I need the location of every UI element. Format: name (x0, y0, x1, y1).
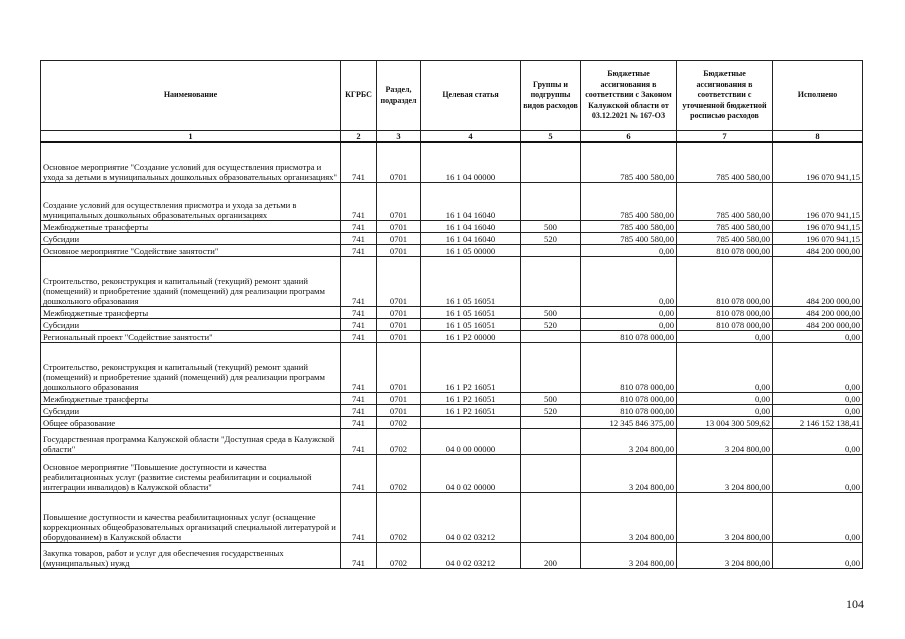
table-row (41, 256, 863, 306)
row-executed: 484 200 000,00 (773, 318, 863, 330)
row-target: 16 1 05 16051 (421, 256, 521, 306)
row-group: 200 (521, 542, 581, 568)
row-target: 04 0 02 00000 (421, 454, 521, 492)
column-number: 5 (521, 131, 581, 143)
row-executed: 0,00 (773, 330, 863, 342)
row-kgrbs: 741 (341, 220, 377, 232)
table-row (41, 318, 863, 330)
col-header-target: Целевая статья (421, 61, 521, 131)
row-group (521, 342, 581, 392)
row-executed: 484 200 000,00 (773, 306, 863, 318)
row-target: 04 0 02 03212 (421, 492, 521, 542)
row-name: Региональный проект "Содействие занятости" (41, 330, 341, 342)
row-section: 0702 (377, 454, 421, 492)
row-section: 0701 (377, 318, 421, 330)
row-budget-law: 785 400 580,00 (581, 232, 677, 244)
row-budget-refined: 3 204 800,00 (677, 542, 773, 568)
row-executed: 196 070 941,15 (773, 220, 863, 232)
row-kgrbs: 741 (341, 392, 377, 404)
row-section: 0701 (377, 256, 421, 306)
row-target: 16 1 04 16040 (421, 220, 521, 232)
column-number: 2 (341, 131, 377, 143)
column-number: 7 (677, 131, 773, 143)
row-name: Основное мероприятие "Создание условий для осуществления присмотра и ухода за детьми в муниципальных дошкольных образовательных организациях" (41, 142, 341, 182)
row-name: Общее образование (41, 416, 341, 428)
row-target: 16 1 P2 16051 (421, 392, 521, 404)
row-budget-law: 0,00 (581, 318, 677, 330)
row-name: Создание условий для осуществления присмотра и ухода за детьми в муниципальных дошкольных образовательных организациях (41, 182, 341, 220)
row-budget-refined: 785 400 580,00 (677, 182, 773, 220)
table-row (41, 542, 863, 568)
row-executed: 196 070 941,15 (773, 182, 863, 220)
row-group: 500 (521, 306, 581, 318)
column-number: 1 (41, 131, 341, 143)
row-executed: 0,00 (773, 454, 863, 492)
row-group: 500 (521, 220, 581, 232)
row-budget-refined: 810 078 000,00 (677, 256, 773, 306)
row-kgrbs: 741 (341, 244, 377, 256)
table-row (41, 492, 863, 542)
table-row (41, 244, 863, 256)
row-target: 16 1 05 16051 (421, 318, 521, 330)
row-executed: 484 200 000,00 (773, 256, 863, 306)
row-name: Межбюджетные трансферты (41, 392, 341, 404)
table-row (41, 142, 863, 182)
row-budget-law: 785 400 580,00 (581, 142, 677, 182)
row-executed: 2 146 152 138,41 (773, 416, 863, 428)
row-group: 500 (521, 392, 581, 404)
row-executed: 0,00 (773, 428, 863, 454)
row-budget-refined: 0,00 (677, 330, 773, 342)
row-budget-law: 0,00 (581, 244, 677, 256)
row-budget-law: 3 204 800,00 (581, 492, 677, 542)
row-section: 0701 (377, 392, 421, 404)
row-group: 520 (521, 404, 581, 416)
row-section: 0701 (377, 142, 421, 182)
col-header-budget-refined: Бюджетные ассигнования в соответствии с уточненной бюджетной росписью расходов (677, 61, 773, 131)
row-group: 520 (521, 232, 581, 244)
row-budget-refined: 810 078 000,00 (677, 306, 773, 318)
table-row (41, 306, 863, 318)
col-header-budget-law: Бюджетные ассигнования в соответствии с Законом Калужской области от 03.12.2021 № 167-ОЗ (581, 61, 677, 131)
header-row (41, 61, 863, 131)
row-group (521, 428, 581, 454)
row-kgrbs: 741 (341, 306, 377, 318)
col-header-groups: Группы и подгруппы видов расходов (521, 61, 581, 131)
row-target: 04 0 00 00000 (421, 428, 521, 454)
row-group (521, 492, 581, 542)
col-header-name: Наименование (41, 61, 341, 131)
table-row (41, 330, 863, 342)
row-kgrbs: 741 (341, 342, 377, 392)
row-group (521, 142, 581, 182)
row-budget-refined: 810 078 000,00 (677, 318, 773, 330)
row-target: 16 1 P2 00000 (421, 330, 521, 342)
row-budget-refined: 0,00 (677, 392, 773, 404)
table-row (41, 342, 863, 392)
table-row (41, 182, 863, 220)
row-group (521, 256, 581, 306)
row-group (521, 330, 581, 342)
budget-table (40, 60, 863, 569)
row-name: Строительство, реконструкция и капитальный (текущий) ремонт зданий (помещений) и приобретение зданий (помещений) для реализации программ дошкольного образования (41, 256, 341, 306)
table-row (41, 392, 863, 404)
row-group (521, 416, 581, 428)
table-row (41, 416, 863, 428)
row-executed: 0,00 (773, 492, 863, 542)
row-kgrbs: 741 (341, 454, 377, 492)
row-target (421, 416, 521, 428)
table-row (41, 220, 863, 232)
row-kgrbs: 741 (341, 404, 377, 416)
row-section: 0701 (377, 182, 421, 220)
row-budget-law: 810 078 000,00 (581, 392, 677, 404)
table-row (41, 428, 863, 454)
row-budget-law: 3 204 800,00 (581, 428, 677, 454)
row-kgrbs: 741 (341, 330, 377, 342)
row-budget-law: 810 078 000,00 (581, 342, 677, 392)
row-name: Субсидии (41, 318, 341, 330)
row-group: 520 (521, 318, 581, 330)
column-number: 8 (773, 131, 863, 143)
row-section: 0701 (377, 404, 421, 416)
row-budget-refined: 785 400 580,00 (677, 220, 773, 232)
col-header-section: Раздел, подраздел (377, 61, 421, 131)
row-budget-refined: 0,00 (677, 404, 773, 416)
row-section: 0702 (377, 492, 421, 542)
row-target: 16 1 04 00000 (421, 142, 521, 182)
row-name: Основное мероприятие "Повышение доступности и качества реабилитационных услуг (развитие системы реабилитации и социальной интеграции инвалидов) в Калужской области" (41, 454, 341, 492)
row-budget-law: 810 078 000,00 (581, 330, 677, 342)
row-target: 16 1 05 00000 (421, 244, 521, 256)
row-executed: 0,00 (773, 404, 863, 416)
row-budget-refined: 810 078 000,00 (677, 244, 773, 256)
column-number-row (41, 131, 863, 143)
row-group (521, 244, 581, 256)
row-budget-refined: 785 400 580,00 (677, 232, 773, 244)
row-kgrbs: 741 (341, 542, 377, 568)
row-executed: 484 200 000,00 (773, 244, 863, 256)
row-name: Повышение доступности и качества реабилитационных услуг (оснащение коррекционных общеобразовательных организаций специальной литературой и оборудованием) в Калужской области (41, 492, 341, 542)
column-number: 4 (421, 131, 521, 143)
row-kgrbs: 741 (341, 182, 377, 220)
column-number: 6 (581, 131, 677, 143)
row-section: 0702 (377, 416, 421, 428)
row-target: 16 1 04 16040 (421, 182, 521, 220)
col-header-kgrbs: КГРБС (341, 61, 377, 131)
column-number: 3 (377, 131, 421, 143)
row-budget-refined: 3 204 800,00 (677, 428, 773, 454)
row-kgrbs: 741 (341, 256, 377, 306)
row-name: Основное мероприятие "Содействие занятости" (41, 244, 341, 256)
row-budget-law: 12 345 846 375,00 (581, 416, 677, 428)
row-target: 16 1 P2 16051 (421, 404, 521, 416)
col-header-executed: Исполнено (773, 61, 863, 131)
row-section: 0701 (377, 220, 421, 232)
row-section: 0702 (377, 428, 421, 454)
row-budget-refined: 3 204 800,00 (677, 492, 773, 542)
row-kgrbs: 741 (341, 318, 377, 330)
row-budget-refined: 13 004 300 509,62 (677, 416, 773, 428)
table-row (41, 404, 863, 416)
row-name: Государственная программа Калужской области "Доступная среда в Калужской области" (41, 428, 341, 454)
row-kgrbs: 741 (341, 232, 377, 244)
row-budget-law: 785 400 580,00 (581, 182, 677, 220)
row-executed: 196 070 941,15 (773, 232, 863, 244)
row-target: 16 1 P2 16051 (421, 342, 521, 392)
row-executed: 0,00 (773, 342, 863, 392)
row-target: 16 1 05 16051 (421, 306, 521, 318)
row-target: 04 0 02 03212 (421, 542, 521, 568)
row-kgrbs: 741 (341, 428, 377, 454)
row-name: Закупка товаров, работ и услуг для обеспечения государственных (муниципальных) нужд (41, 542, 341, 568)
row-section: 0702 (377, 542, 421, 568)
row-section: 0701 (377, 306, 421, 318)
row-section: 0701 (377, 342, 421, 392)
row-kgrbs: 741 (341, 416, 377, 428)
row-name: Межбюджетные трансферты (41, 220, 341, 232)
row-budget-law: 810 078 000,00 (581, 404, 677, 416)
row-kgrbs: 741 (341, 142, 377, 182)
row-budget-law: 0,00 (581, 256, 677, 306)
table-row (41, 454, 863, 492)
row-budget-law: 0,00 (581, 306, 677, 318)
row-kgrbs: 741 (341, 492, 377, 542)
row-budget-law: 3 204 800,00 (581, 542, 677, 568)
row-section: 0701 (377, 232, 421, 244)
row-executed: 196 070 941,15 (773, 142, 863, 182)
row-group (521, 454, 581, 492)
table-row (41, 232, 863, 244)
row-budget-refined: 3 204 800,00 (677, 454, 773, 492)
row-name: Строительство, реконструкция и капитальный (текущий) ремонт зданий (помещений) и приобретение зданий (помещений) для реализации программ дошкольного образования (41, 342, 341, 392)
row-budget-law: 3 204 800,00 (581, 454, 677, 492)
row-executed: 0,00 (773, 392, 863, 404)
row-executed: 0,00 (773, 542, 863, 568)
row-budget-law: 785 400 580,00 (581, 220, 677, 232)
row-name: Межбюджетные трансферты (41, 306, 341, 318)
row-budget-refined: 785 400 580,00 (677, 142, 773, 182)
row-group (521, 182, 581, 220)
page-number: 104 (846, 597, 864, 611)
row-name: Субсидии (41, 232, 341, 244)
row-section: 0701 (377, 244, 421, 256)
row-section: 0701 (377, 330, 421, 342)
row-budget-refined: 0,00 (677, 342, 773, 392)
row-name: Субсидии (41, 404, 341, 416)
row-target: 16 1 04 16040 (421, 232, 521, 244)
